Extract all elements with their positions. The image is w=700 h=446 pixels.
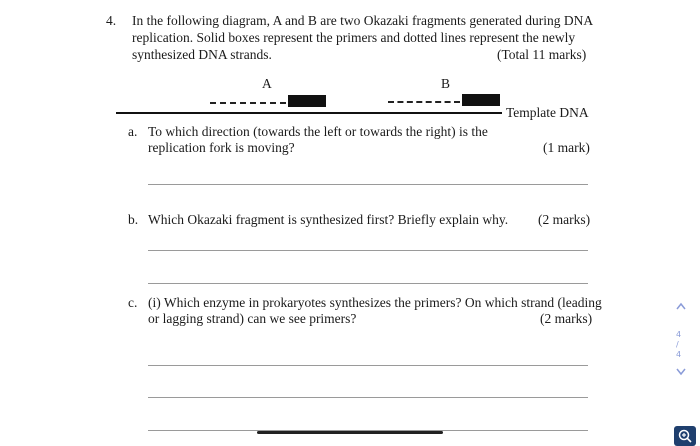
part-c-marks: (2 marks) xyxy=(540,311,593,326)
part-b-letter: b. xyxy=(128,212,139,227)
zoom-in-button[interactable] xyxy=(674,426,696,446)
part-c-text-line-2: or lagging strand) can we see primers? xyxy=(148,311,357,326)
part-c-text-line-1: (i) Which enzyme in prokaryotes synthesizes the primers? On which strand (leading xyxy=(148,295,602,310)
template-dna-label: Template DNA xyxy=(506,105,589,120)
part-a-text-line-1: To which direction (towards the left or towards the right) is the xyxy=(148,124,488,139)
chevron-up-icon[interactable] xyxy=(676,302,686,313)
chevron-down-icon[interactable] xyxy=(676,368,686,379)
part-a-text-line-2: replication fork is moving? xyxy=(148,140,295,155)
fragment-label-b: B xyxy=(441,76,451,91)
question-text-line-2: replication. Solid boxes represent the primers and dotted lines represent the newly xyxy=(132,30,576,45)
fragment-b-new-strand xyxy=(388,101,460,103)
part-c-letter: c. xyxy=(128,295,138,310)
total-marks: (Total 11 marks) xyxy=(497,47,587,62)
total-pages-number: 4 xyxy=(676,350,682,359)
fragment-label-a: A xyxy=(262,76,272,91)
question-text-line-3: synthesized DNA strands. xyxy=(132,47,272,62)
answer-line xyxy=(148,184,588,185)
zoom-in-icon xyxy=(678,429,692,443)
part-a-letter: a. xyxy=(128,124,138,139)
template-dna-strand xyxy=(116,112,502,114)
page-separator: / xyxy=(676,340,679,349)
answer-line xyxy=(148,397,588,398)
question-number: 4. xyxy=(106,13,117,28)
fragment-a-new-strand xyxy=(210,102,286,104)
part-b-marks: (2 marks) xyxy=(538,212,591,227)
part-a-marks: (1 mark) xyxy=(543,140,590,155)
answer-line xyxy=(148,283,588,284)
scroll-indicator[interactable] xyxy=(257,431,443,434)
fragment-b-primer xyxy=(462,94,500,106)
fragment-a-primer xyxy=(288,95,326,107)
current-page-number: 4 xyxy=(676,330,682,339)
part-b-text-line-1: Which Okazaki fragment is synthesized first? Briefly explain why. xyxy=(148,212,509,227)
answer-line xyxy=(148,250,588,251)
answer-line xyxy=(148,365,588,366)
question-text-line-1: In the following diagram, A and B are two Okazaki fragments generated during DNA xyxy=(132,13,594,28)
